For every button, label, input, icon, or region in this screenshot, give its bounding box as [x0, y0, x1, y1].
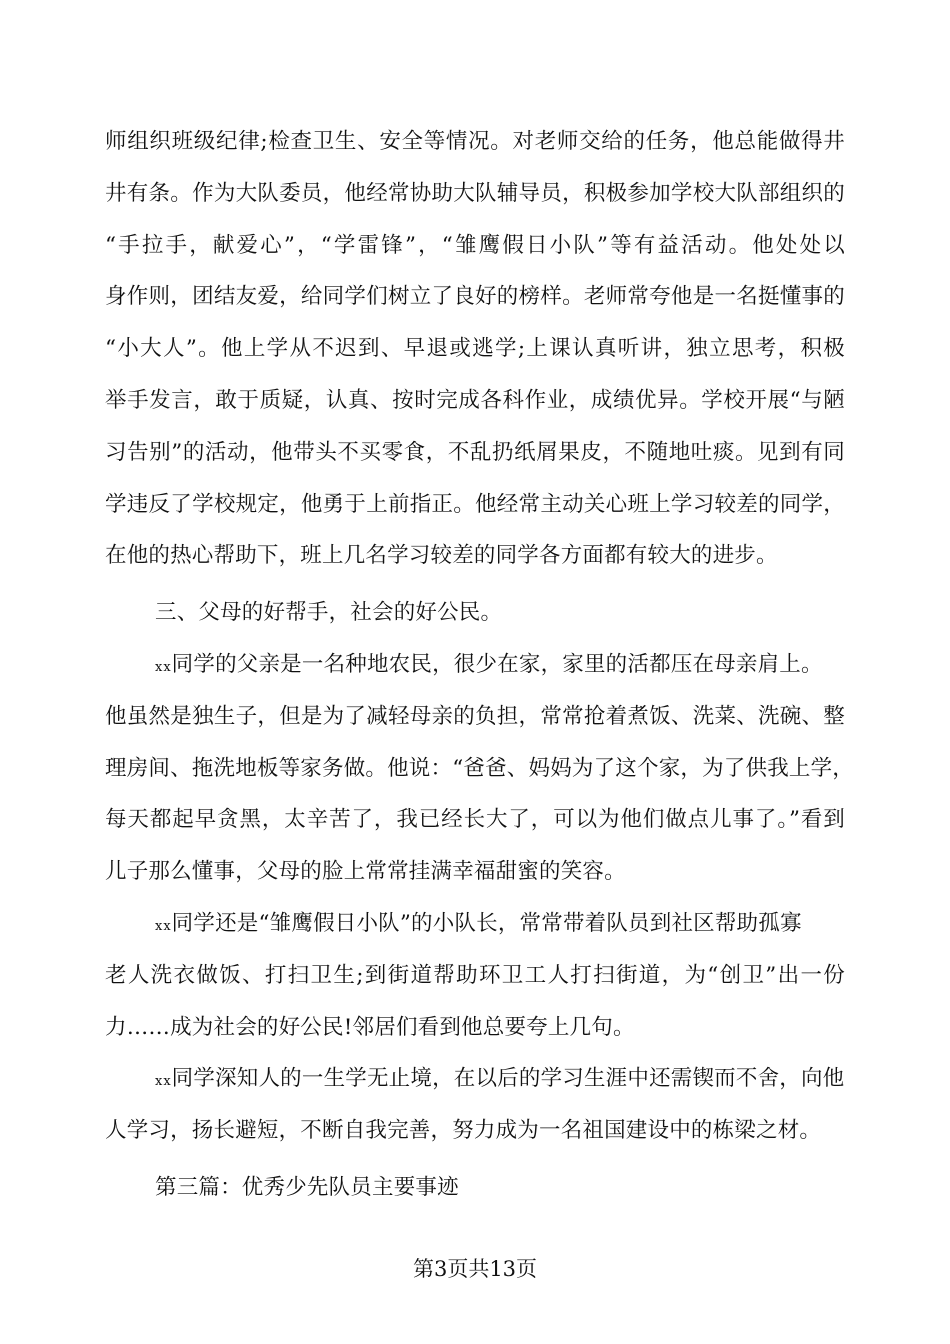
paragraph-squad-leader	[105, 898, 845, 1053]
text-line: 在他的热心帮助下，班上几名学习较差的同学各方面都有较大的进步。	[105, 543, 778, 569]
document-body	[105, 116, 854, 1214]
text-line: 儿子那么懂事，父母的脸上常常挂满幸福甜蜜的笑容。	[105, 859, 626, 885]
text-line: 习告别”的活动，他带头不买零食，不乱扔纸屑果皮，不随地吐痰。见到有同	[105, 439, 845, 465]
student-name-placeholder: xx	[155, 659, 172, 675]
text-line: 老人洗衣做饭、打扫卫生;到街道帮助环卫工人打扫街道，为“创卫”出一份	[105, 962, 845, 988]
text-line: 举手发言，敢于质疑，认真、按时完成各科作业，成绩优异。学校开展“与陋	[105, 387, 845, 413]
text-line	[105, 1053, 845, 1105]
text-line: “手拉手，献爱心”，“学雷锋”，“雏鹰假日小队”等有益活动。他处处以	[105, 232, 845, 258]
text-line: “小大人”。他上学从不迟到、早退或逃学;上课认真听讲，独立思考，积极	[105, 336, 845, 362]
text-line: 师组织班级纪律;检查卫生、安全等情况。对老师交给的任务，他总能做得井	[105, 129, 845, 154]
section-heading: 三、父母的好帮手，社会的好公民。	[155, 600, 503, 626]
text-line: 人学习，扬长避短，不断自我完善，努力成为一名祖国建设中的栋梁之材。	[105, 1118, 822, 1144]
text-line: 学违反了学校规定，他勇于上前指正。他经常主动关心班上学习较差的同学，	[105, 491, 845, 517]
text-line: 他虽然是独生子，但是为了减轻母亲的负担，常常抢着煮饭、洗菜、洗碗、整	[105, 703, 845, 729]
text-line	[105, 898, 845, 950]
paragraph-helping-parents	[105, 639, 854, 898]
part-heading: 第三篇：优秀少先队员主要事迹	[155, 1174, 459, 1200]
text-line-content: 同学还是“雏鹰假日小队”的小队长，常常带着队员到社区帮助孤寡	[171, 910, 802, 936]
text-line-content: 同学深知人的一生学无止境，在以后的学习生涯中还需锲而不舍，向他	[171, 1066, 845, 1092]
text-line: 井有条。作为大队委员，他经常协助大队辅导员，积极参加学校大队部组织的	[105, 180, 845, 206]
text-line: 每天都起早贪黑，太辛苦了，我已经长大了，可以为他们做点儿事了。”看到	[105, 807, 845, 833]
paragraph-exemplary-behavior	[105, 116, 845, 582]
text-line: 理房间、拖洗地板等家务做。他说：“爸爸、妈妈为了这个家，为了供我上学，	[105, 755, 854, 781]
text-line-content: 同学的父亲是一名种地农民，很少在家，家里的活都压在母亲肩上。	[171, 651, 823, 677]
text-line: 力……成为社会的好公民!邻居们看到他总要夸上几句。	[105, 1014, 635, 1040]
page-number-footer: 第3页共13页	[412, 1257, 538, 1281]
student-name-placeholder: xx	[155, 1074, 172, 1090]
text-line: 身作则，团结友爱，给同学们树立了良好的榜样。老师常夸他是一名挺懂事的	[105, 284, 845, 310]
text-line	[105, 639, 845, 691]
student-name-placeholder: xx	[155, 918, 172, 934]
paragraph-lifelong-learning	[105, 1053, 845, 1157]
